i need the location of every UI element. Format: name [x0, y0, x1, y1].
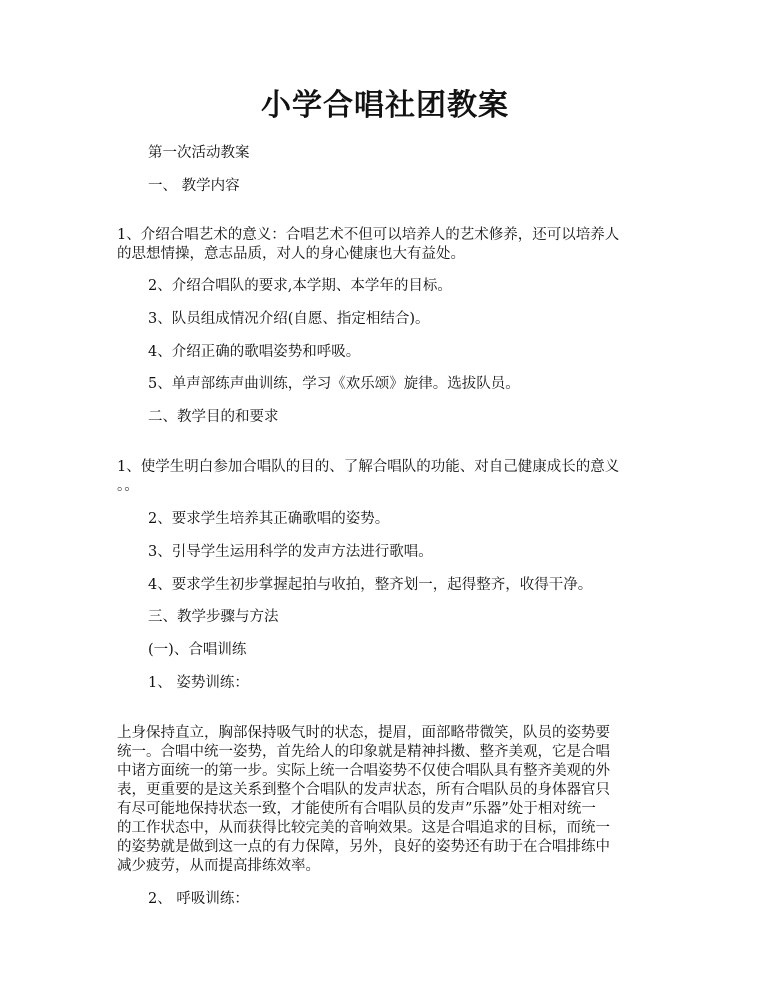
- list-item-beat-control: 4、要求学生初步掌握起拍与收拍，整齐划一，起得整齐，收得干净。: [148, 577, 593, 593]
- section-heading-steps-methods: 三、教学步骤与方法: [148, 609, 279, 625]
- subsection-heading-breathing-training: 2、 呼吸训练：: [148, 891, 249, 907]
- paragraph-line: 上身保持直立，胸部保持吸气时的状态，提眉，面部略带微笑，队员的姿势要: [117, 725, 610, 741]
- section-heading-first-activity: 第一次活动教案: [148, 145, 250, 161]
- paragraph-line: 统一。合唱中统一姿势，首先给人的印象就是精神抖擞、整齐美观，它是合唱: [117, 744, 610, 760]
- paragraph-line: 的姿势就是做到这一点的有力保障，另外，良好的姿势还有助于在合唱排练中: [117, 839, 610, 855]
- list-item-singing-posture: 2、要求学生培养其正确歌唱的姿势。: [148, 511, 390, 527]
- paragraph-line: 的工作状态中，从而获得比较完美的音响效果。这是合唱追求的目标，而统一: [117, 820, 610, 836]
- paragraph-line: 。。: [117, 478, 139, 494]
- paragraph-line: 的思想情操，意志品质，对人的身心健康也大有益处。: [117, 246, 465, 262]
- subsection-heading-choir-training: (一)、合唱训练: [148, 642, 247, 658]
- section-heading-goals: 二、教学目的和要求: [148, 409, 279, 425]
- list-item-posture-breathing: 4、介绍正确的歌唱姿势和呼吸。: [148, 344, 361, 360]
- list-item-vocal-exercise: 5、单声部练声曲训练，学习《欢乐颂》旋律。选拔队员。: [148, 376, 520, 392]
- paragraph-line: 1、使学生明白参加合唱队的目的、了解合唱队的功能、对自己健康成长的意义: [117, 459, 620, 475]
- paragraph-line: 1、介绍合唱艺术的意义：合唱艺术不但可以培养人的艺术修养，还可以培养人: [117, 227, 620, 243]
- paragraph-choir-purpose: [117, 458, 657, 496]
- subsection-heading-posture-training: 1、 姿势训练：: [148, 675, 249, 691]
- list-item-vocal-method: 3、引导学生运用科学的发声方法进行歌唱。: [148, 544, 433, 560]
- list-item-member-composition: 3、队员组成情况介绍(自愿、指定相结合)。: [148, 311, 430, 327]
- document-title: 小学合唱社团教案: [261, 88, 509, 123]
- paragraph-choral-art-meaning: [117, 226, 657, 264]
- section-heading-teaching-content: 一、 教学内容: [148, 178, 240, 194]
- paragraph-line: 表，更重要的是这关系到整个合唱队的发声状态，所有合唱队员的身体器官只: [117, 782, 610, 798]
- paragraph-line: 有尽可能地保持状态一致，才能使所有合唱队员的发声”乐器”处于相对统一: [117, 801, 596, 817]
- paragraph-line: 减少疲劳，从而提高排练效率。: [117, 858, 320, 874]
- paragraph-line: 中诸方面统一的第一步。实际上统一合唱姿势不仅使合唱队具有整齐美观的外: [117, 763, 610, 779]
- list-item-choir-requirements: 2、介绍合唱队的要求,本学期、本学年的目标。: [148, 278, 452, 294]
- paragraph-posture-details: [117, 724, 657, 876]
